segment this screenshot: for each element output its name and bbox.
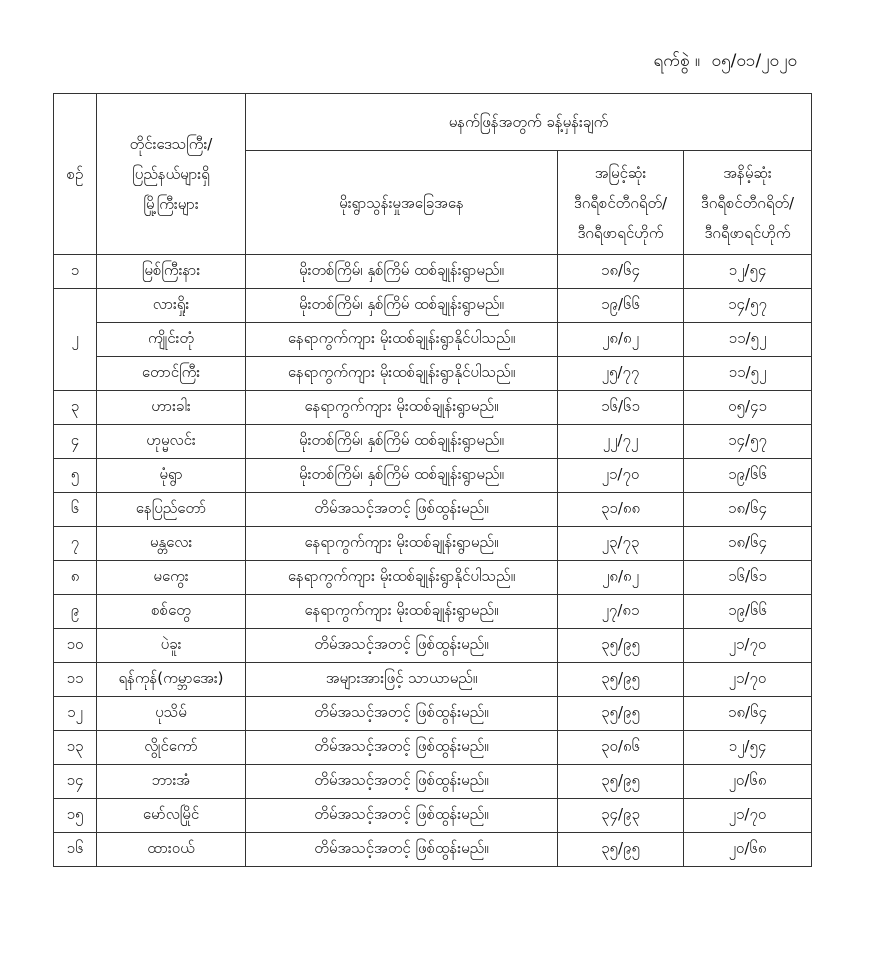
row-condition: နေရာကွက်ကျား မိုးထစ်ချုန်းရွာနိုင်ပါသည်။ [246, 561, 558, 595]
row-max-temp: ၂၃/၇၃ [558, 527, 684, 561]
header-serial-no: စဉ် [54, 94, 97, 255]
row-min-temp: ၂၁/၇၀ [684, 629, 812, 663]
table-row [54, 493, 812, 527]
row-min-temp: ၂၁/၇၀ [684, 663, 812, 697]
table-row [54, 629, 812, 663]
row-no: ၆ [54, 493, 97, 527]
row-no: ၁၆ [54, 833, 97, 867]
row-condition: နေရာကွက်ကျား မိုးထစ်ချုန်းရွာမည်။ [246, 391, 558, 425]
row-max-temp: ၁၆/၆၁ [558, 391, 684, 425]
table-row [54, 731, 812, 765]
row-min-temp: ၁၄/၅၇ [684, 425, 812, 459]
row-condition: တိမ်အသင့်အတင့် ဖြစ်ထွန်းမည်။ [246, 629, 558, 663]
row-no: ၁၃ [54, 731, 97, 765]
row-no: ၂ [54, 289, 97, 391]
row-max-temp: ၃၅/၉၅ [558, 629, 684, 663]
row-min-temp: ၁၆/၆၁ [684, 561, 812, 595]
row-max-temp: ၃၀/၈၆ [558, 731, 684, 765]
row-min-temp: ၀၅/၄၁ [684, 391, 812, 425]
row-city: တောင်ကြီး [97, 357, 246, 391]
row-min-temp: ၁၁/၅၂ [684, 357, 812, 391]
row-condition: အများအားဖြင့် သာယာမည်။ [246, 663, 558, 697]
row-max-temp: ၂၈/၈၂ [558, 561, 684, 595]
row-city: လားရှိုး [97, 289, 246, 323]
row-condition: မိုးတစ်ကြိမ်၊ နှစ်ကြိမ် ထစ်ချုန်းရွာမည်။ [246, 289, 558, 323]
row-no: ၁၀ [54, 629, 97, 663]
row-condition: တိမ်အသင့်အတင့် ဖြစ်ထွန်းမည်။ [246, 697, 558, 731]
row-max-temp: ၃၅/၉၅ [558, 663, 684, 697]
row-city: လွိုင်ကော် [97, 731, 246, 765]
header-rain-condition: မိုးရွာသွန်းမှုအခြေအနေ [246, 151, 558, 255]
row-no: ၇ [54, 527, 97, 561]
table-row [54, 255, 812, 289]
table-row [54, 833, 812, 867]
row-no: ၁၂ [54, 697, 97, 731]
table-row [54, 357, 812, 391]
row-no: ၄ [54, 425, 97, 459]
row-min-temp: ၂၀/၆၈ [684, 765, 812, 799]
row-city: မုံရွာ [97, 459, 246, 493]
table-row [54, 391, 812, 425]
row-no: ၁၁ [54, 663, 97, 697]
row-min-temp: ၂၀/၆၈ [684, 833, 812, 867]
table-row [54, 799, 812, 833]
report-date [648, 50, 797, 75]
row-condition: တိမ်အသင့်အတင့် ဖြစ်ထွန်းမည်။ [246, 799, 558, 833]
row-min-temp: ၁၈/၆၄ [684, 697, 812, 731]
row-no: ၃ [54, 391, 97, 425]
row-condition: မိုးတစ်ကြိမ်၊ နှစ်ကြိမ် ထစ်ချုန်းရွာမည်။ [246, 255, 558, 289]
row-condition: နေရာကွက်ကျား မိုးထစ်ချုန်းရွာနိုင်ပါသည်။ [246, 357, 558, 391]
row-max-temp: ၂၂/၇၂ [558, 425, 684, 459]
row-max-temp: ၂၅/၇၇ [558, 357, 684, 391]
header-forecast-group: မနက်ဖြန်အတွက် ခန့်မှန်းချက် [246, 94, 812, 151]
row-condition: နေရာကွက်ကျား မိုးထစ်ချုန်းရွာမည်။ [246, 527, 558, 561]
row-min-temp: ၁၉/၆၆ [684, 595, 812, 629]
row-city: ဟုမ္မလင်း [97, 425, 246, 459]
row-city: ဟားခါး [97, 391, 246, 425]
row-max-temp: ၃၁/၈၈ [558, 493, 684, 527]
row-no: ၁၅ [54, 799, 97, 833]
row-no: ၁၄ [54, 765, 97, 799]
row-condition: မိုးတစ်ကြိမ်၊ နှစ်ကြိမ် ထစ်ချုန်းရွာမည်။ [246, 459, 558, 493]
row-city: ထားဝယ် [97, 833, 246, 867]
row-no: ၁ [54, 255, 97, 289]
row-condition: နေရာကွက်ကျား မိုးထစ်ချုန်းရွာနိုင်ပါသည်။ [246, 323, 558, 357]
header-max-temp: အမြင့်ဆုံး ဒီဂရီစင်တီဂရိတ်/ ဒီဂရီဖာရင်ဟိုက် [558, 151, 684, 255]
table-row [54, 459, 812, 493]
row-city: ဘားအံ [97, 765, 246, 799]
row-max-temp: ၃၅/၉၅ [558, 697, 684, 731]
row-city: ကျိုင်းတုံ [97, 323, 246, 357]
row-max-temp: ၁၉/၆၆ [558, 289, 684, 323]
row-condition: တိမ်အသင့်အတင့် ဖြစ်ထွန်းမည်။ [246, 493, 558, 527]
table-row [54, 663, 812, 697]
row-condition: မိုးတစ်ကြိမ်၊ နှစ်ကြိမ် ထစ်ချုန်းရွာမည်။ [246, 425, 558, 459]
row-no: ၉ [54, 595, 97, 629]
row-min-temp: ၁၁/၅၂ [684, 323, 812, 357]
date-value: ၀၅/၀၁/၂၀၂၀ [711, 51, 797, 71]
row-min-temp: ၁၂/၅၄ [684, 731, 812, 765]
row-city: မန္တလေး [97, 527, 246, 561]
row-min-temp: ၁၂/၅၄ [684, 255, 812, 289]
row-condition: တိမ်အသင့်အတင့် ဖြစ်ထွန်းမည်။ [246, 765, 558, 799]
row-no: ၈ [54, 561, 97, 595]
table-row [54, 561, 812, 595]
table-row [54, 595, 812, 629]
table-row [54, 425, 812, 459]
header-city: တိုင်းဒေသကြီး/ ပြည်နယ်များရှိ မြို့ကြီးများ [97, 94, 246, 255]
weather-forecast-table [53, 93, 812, 867]
row-min-temp: ၁၈/၆၄ [684, 493, 812, 527]
row-city: မကွေး [97, 561, 246, 595]
row-min-temp: ၁၉/၆၆ [684, 459, 812, 493]
table-row [54, 289, 812, 323]
row-city: မော်လမြိုင် [97, 799, 246, 833]
date-label: ရက်စွဲ ။ [653, 51, 701, 71]
table-row [54, 697, 812, 731]
row-max-temp: ၃၅/၉၅ [558, 833, 684, 867]
row-max-temp: ၂၁/၇၀ [558, 459, 684, 493]
row-city: စစ်တွေ [97, 595, 246, 629]
table-row [54, 527, 812, 561]
row-min-temp: ၁၄/၅၇ [684, 289, 812, 323]
row-city: နေပြည်တော် [97, 493, 246, 527]
table-row [54, 323, 812, 357]
row-condition: နေရာကွက်ကျား မိုးထစ်ချုန်းရွာမည်။ [246, 595, 558, 629]
row-max-temp: ၂၇/၈၁ [558, 595, 684, 629]
row-max-temp: ၂၈/၈၂ [558, 323, 684, 357]
row-max-temp: ၃၅/၉၅ [558, 765, 684, 799]
row-max-temp: ၃၄/၉၃ [558, 799, 684, 833]
table-row [54, 765, 812, 799]
row-min-temp: ၁၈/၆၄ [684, 527, 812, 561]
row-max-temp: ၁၈/၆၄ [558, 255, 684, 289]
header-min-temp: အနိမ့်ဆုံး ဒီဂရီစင်တီဂရိတ်/ ဒီဂရီဖာရင်ဟိုက် [684, 151, 812, 255]
row-city: ရန်ကုန်(ကမ္ဘာအေး) [97, 663, 246, 697]
row-city: ပဲခူး [97, 629, 246, 663]
row-condition: တိမ်အသင့်အတင့် ဖြစ်ထွန်းမည်။ [246, 731, 558, 765]
row-condition: တိမ်အသင့်အတင့် ဖြစ်ထွန်းမည်။ [246, 833, 558, 867]
row-no: ၅ [54, 459, 97, 493]
row-city: ပုသိမ် [97, 697, 246, 731]
row-city: မြစ်ကြီးနား [97, 255, 246, 289]
row-min-temp: ၂၁/၇၀ [684, 799, 812, 833]
